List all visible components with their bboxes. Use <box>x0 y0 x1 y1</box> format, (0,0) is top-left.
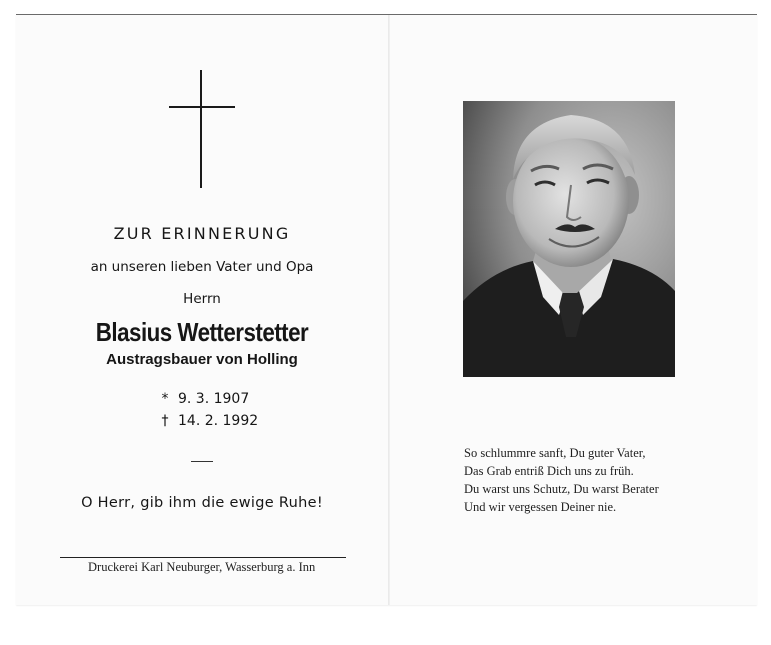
printer-credit: Druckerei Karl Neuburger, Wasserburg a. Inn <box>88 560 316 574</box>
life-dates <box>156 391 296 435</box>
separator-dash <box>191 461 213 462</box>
poem-line: Und wir vergessen Deiner nie. <box>464 500 617 514</box>
birth-star-icon: * <box>161 391 169 407</box>
poem-line: Du warst uns Schutz, Du warst Berater <box>464 482 659 496</box>
left-panel <box>16 15 388 605</box>
poem-line: Das Grab entriß Dich uns zu früh. <box>464 464 634 478</box>
footer-rule <box>60 557 346 558</box>
poem-line: So schlummre sanft, Du guter Vater, <box>464 446 646 460</box>
card-fold <box>388 15 390 605</box>
birth-date-value: 9. 3. 1907 <box>178 391 250 407</box>
memorial-card <box>16 14 757 605</box>
death-cross-icon: † <box>161 413 169 429</box>
death-date <box>156 413 296 435</box>
memorial-poem <box>464 444 659 516</box>
deceased-name: Blasius Wetterstetter <box>95 317 309 347</box>
death-date-value: 14. 2. 1992 <box>178 413 259 429</box>
intro-line: an unseren lieben Vater und Opa <box>90 259 314 275</box>
memorial-heading: ZUR ERINNERUNG <box>113 224 291 243</box>
prayer-text: O Herr, gib ihm die ewige Ruhe! <box>81 495 323 511</box>
portrait-photo <box>463 101 675 377</box>
salutation: Herrn <box>183 291 221 307</box>
deceased-title: Austragsbauer von Holling <box>106 351 298 368</box>
cross-icon <box>169 70 235 188</box>
birth-date <box>156 391 296 413</box>
